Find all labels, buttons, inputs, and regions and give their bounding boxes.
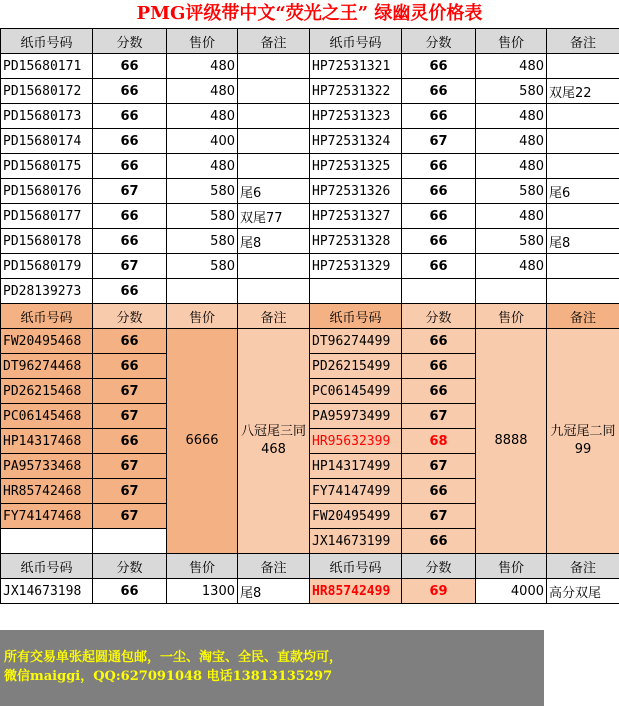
grade-score: 66 [93,79,167,104]
note [238,79,310,104]
sale-price: 480 [476,129,547,154]
note [547,154,619,179]
header-note: 备注 [547,554,619,579]
header-price: 售价 [167,554,238,579]
serial-number: HP72531326 [310,179,402,204]
serial-number: HP72531325 [310,154,402,179]
grade-score: 66 [93,54,167,79]
sale-price: 4000 [476,579,547,604]
sale-price: 580 [167,229,238,254]
note [238,154,310,179]
serial-number: PD26215468 [1,379,93,404]
price-table [0,28,619,604]
serial-number: HP72531324 [310,129,402,154]
grade-score: 66 [402,329,476,354]
note: 尾8 [238,579,310,604]
grade-score: 66 [402,104,476,129]
contact-footer [0,630,544,706]
sale-price: 1300 [167,579,238,604]
group-price: 6666 [167,329,238,554]
sale-price: 580 [167,204,238,229]
sale-price: 480 [167,54,238,79]
note [547,204,619,229]
serial-number: PD28139273 [1,279,93,304]
sale-price: 480 [167,79,238,104]
grade-score: 67 [402,454,476,479]
grade-score: 66 [402,379,476,404]
note [238,104,310,129]
header-serial: 纸币号码 [310,304,402,329]
note [547,54,619,79]
group-note: 九冠尾二同99 [547,329,619,554]
sale-price [476,279,547,304]
sale-price: 480 [476,254,547,279]
grade-score: 66 [402,204,476,229]
footer-line-1: 所有交易单张起圆通包邮，一尘、淘宝、全民、直款均可， [4,650,343,665]
header-serial: 纸币号码 [1,554,93,579]
note: 双尾22 [547,79,619,104]
table-row [1,204,619,229]
note: 双尾77 [238,204,310,229]
serial-number: PD15680173 [1,104,93,129]
sale-price: 480 [476,54,547,79]
sale-price: 480 [476,204,547,229]
grade-score: 66 [402,79,476,104]
serial-number: HP72531329 [310,254,402,279]
header-note: 备注 [238,554,310,579]
header-serial: 纸币号码 [310,29,402,54]
sale-price: 480 [167,154,238,179]
sale-price: 580 [167,254,238,279]
serial-number: HR95632399 [310,429,402,454]
serial-number: PD15680179 [1,254,93,279]
grade-score [402,279,476,304]
grade-score: 66 [402,254,476,279]
note [547,104,619,129]
grade-score: 66 [93,154,167,179]
serial-number: JX14673199 [310,529,402,554]
sale-price: 580 [476,79,547,104]
serial-number: HP72531321 [310,54,402,79]
serial-number: PA95973499 [310,404,402,429]
header-note: 备注 [238,304,310,329]
grade-score: 69 [402,579,476,604]
serial-number: HP72531323 [310,104,402,129]
grade-score: 67 [402,404,476,429]
serial-number: HP72531327 [310,204,402,229]
note [238,54,310,79]
table-row [1,129,619,154]
empty-cell [93,529,167,554]
grade-score: 66 [93,429,167,454]
serial-number: FY74147499 [310,479,402,504]
group-note: 八冠尾三同468 [238,329,310,554]
page-title: PMG评级带中文“荧光之王” 绿幽灵价格表 [136,3,483,24]
grade-score: 67 [93,404,167,429]
serial-number: JX14673198 [1,579,93,604]
serial-number: PD15680174 [1,129,93,154]
serial-number: PD15680177 [1,204,93,229]
grade-score: 66 [93,129,167,154]
table-row [1,179,619,204]
sale-price: 480 [476,154,547,179]
table-row [1,154,619,179]
grade-score: 67 [93,179,167,204]
grade-score: 67 [93,254,167,279]
serial-number: HP72531328 [310,229,402,254]
header-price: 售价 [476,554,547,579]
note: 高分双尾 [547,579,619,604]
grade-score: 67 [402,129,476,154]
serial-number: PA95733468 [1,454,93,479]
header-score: 分数 [402,29,476,54]
serial-number: DT96274499 [310,329,402,354]
table-row [1,254,619,279]
header-row [1,554,619,579]
table-row [1,79,619,104]
serial-number: HP72531322 [310,79,402,104]
note [238,279,310,304]
header-note: 备注 [547,304,619,329]
sale-price: 400 [167,129,238,154]
empty-cell [1,529,93,554]
grade-score: 66 [93,279,167,304]
serial-number [310,279,402,304]
grade-score: 66 [93,579,167,604]
grade-score: 67 [93,479,167,504]
grade-score: 66 [402,154,476,179]
grade-score: 66 [402,229,476,254]
header-price: 售价 [167,29,238,54]
serial-number: DT96274468 [1,354,93,379]
header-price: 售价 [476,29,547,54]
header-serial: 纸币号码 [1,304,93,329]
sale-price: 580 [476,229,547,254]
table-row [1,279,619,304]
serial-number: PC06145499 [310,379,402,404]
group-price: 8888 [476,329,547,554]
note [547,254,619,279]
grade-score: 67 [93,379,167,404]
note: 尾6 [547,179,619,204]
grade-score: 66 [402,479,476,504]
sale-price: 480 [167,104,238,129]
grade-score: 66 [402,179,476,204]
header-row [1,29,619,54]
table-row [1,579,619,604]
serial-number: FW20495499 [310,504,402,529]
table-row [1,229,619,254]
serial-number: PD15680171 [1,54,93,79]
header-score: 分数 [93,554,167,579]
header-serial: 纸币号码 [310,554,402,579]
grade-score: 66 [93,354,167,379]
serial-number: FY74147468 [1,504,93,529]
footer-line-2: 微信maiggi，QQ:627091048 电话13813135297 [4,669,333,684]
grade-score: 66 [402,354,476,379]
serial-number: PC06145468 [1,404,93,429]
serial-number: PD15680175 [1,154,93,179]
note [547,129,619,154]
header-score: 分数 [402,304,476,329]
sale-price: 580 [476,179,547,204]
sale-price [167,279,238,304]
grade-score: 67 [93,504,167,529]
serial-number: FW20495468 [1,329,93,354]
grade-score: 66 [93,329,167,354]
header-row [1,304,619,329]
serial-number: PD15680178 [1,229,93,254]
header-score: 分数 [93,304,167,329]
table-row [1,104,619,129]
note [238,129,310,154]
note: 尾8 [238,229,310,254]
sale-price: 580 [167,179,238,204]
grade-score: 66 [93,204,167,229]
header-score: 分数 [402,554,476,579]
grade-score: 68 [402,429,476,454]
header-score: 分数 [93,29,167,54]
serial-number: PD15680176 [1,179,93,204]
grade-score: 67 [93,454,167,479]
serial-number: PD26215499 [310,354,402,379]
serial-number: HP14317499 [310,454,402,479]
table-row [1,54,619,79]
grade-score: 66 [402,54,476,79]
note: 尾8 [547,229,619,254]
header-note: 备注 [547,29,619,54]
note: 尾6 [238,179,310,204]
serial-number: HR85742468 [1,479,93,504]
note [547,279,619,304]
serial-number: HP14317468 [1,429,93,454]
serial-number: HR85742499 [310,579,402,604]
header-price: 售价 [167,304,238,329]
serial-number: PD15680172 [1,79,93,104]
grade-score: 67 [402,504,476,529]
grade-score: 66 [93,104,167,129]
footer-blank-cell [545,630,619,706]
header-serial: 纸币号码 [1,29,93,54]
header-note: 备注 [238,29,310,54]
header-price: 售价 [476,304,547,329]
note [238,254,310,279]
sale-price: 480 [476,104,547,129]
grade-score: 66 [402,529,476,554]
table-row [1,329,619,354]
grade-score: 66 [93,229,167,254]
